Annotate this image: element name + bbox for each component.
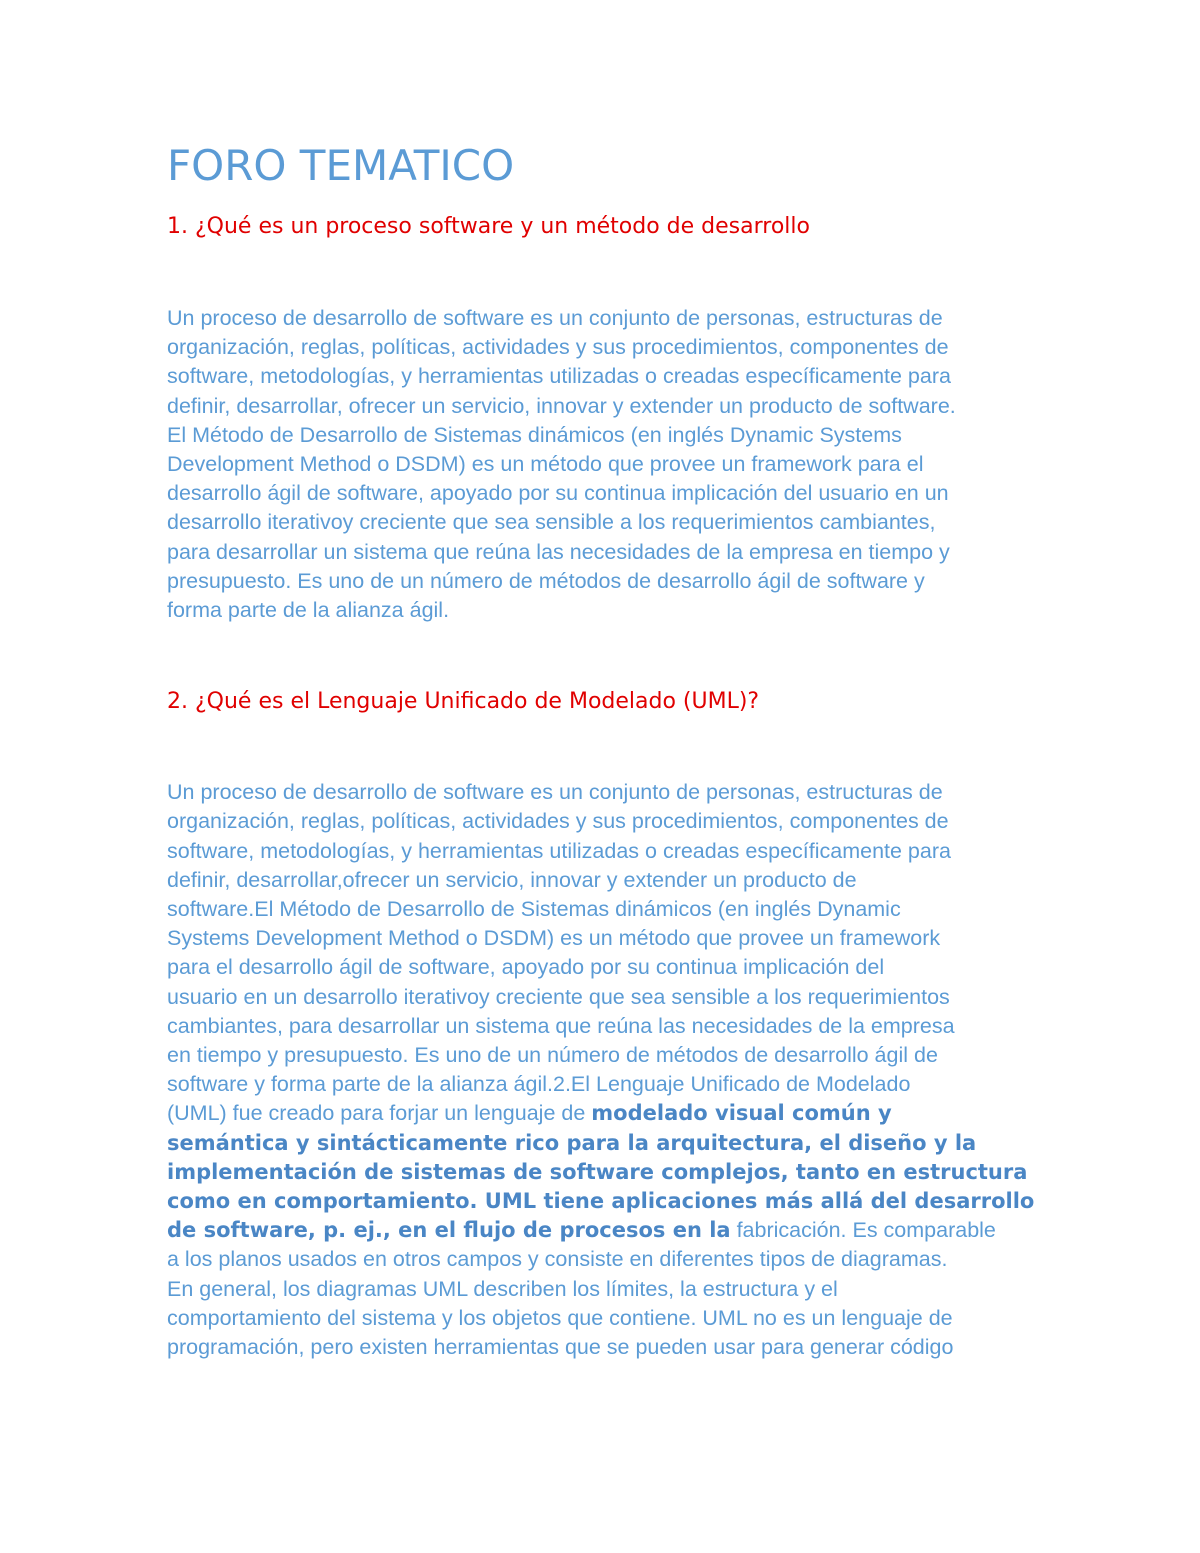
answer-2-line: definir, desarrollar,ofrecer un servicio, innovar y extender un producto de bbox=[167, 867, 857, 892]
answer-2-plain-segment: fabricación. Es comparable bbox=[730, 1218, 996, 1243]
answer-2-bold-line: implementación de sistemas de software complejos, tanto en estructura bbox=[167, 1159, 1028, 1184]
answer-2-bold-line: como en comportamiento. UML tiene aplicaciones más allá del desarrollo bbox=[167, 1189, 1035, 1214]
answer-2-mixed-line bbox=[167, 1099, 1033, 1128]
answer-1-line: organización, reglas, políticas, actividades y sus procedimientos, componentes de bbox=[167, 335, 949, 360]
answer-1-line: desarrollo ágil de software, apoyado por su continua implicación del usuario en un bbox=[167, 481, 949, 506]
answer-2-line: software y forma parte de la alianza ágil.2.El Lenguaje Unificado de Modelado bbox=[167, 1072, 911, 1097]
answer-1-line: para desarrollar un sistema que reúna las necesidades de la empresa en tiempo y bbox=[167, 539, 950, 564]
answer-2-line: software, metodologías, y herramientas utilizadas o creadas específicamente para bbox=[167, 838, 951, 863]
answer-2-mixed-line bbox=[167, 1216, 1033, 1245]
answer-2-line: cambiantes, para desarrollar un sistema que reúna las necesidades de la empresa bbox=[167, 1013, 955, 1038]
answer-2-line: comportamiento del sistema y los objetos que contiene. UML no es un lenguaje de bbox=[167, 1305, 953, 1330]
answer-2-line: software.El Método de Desarrollo de Sistemas dinámicos (en inglés Dynamic bbox=[167, 897, 901, 922]
document-content bbox=[167, 140, 1033, 1362]
answer-1-line: definir, desarrollar, ofrecer un servicio, innovar y extender un producto de software. bbox=[167, 393, 956, 418]
answer-2-paragraph bbox=[167, 778, 1033, 1362]
answer-2-bold-segment: modelado visual común y bbox=[591, 1101, 892, 1126]
question-2-heading: 2. ¿Qué es el Lenguaje Unificado de Modelado (UML)? bbox=[167, 689, 760, 715]
answer-1-line: forma parte de la alianza ágil. bbox=[167, 598, 450, 623]
answer-2-bold-segment: de software, p. ej., en el flujo de procesos en la bbox=[167, 1218, 731, 1243]
answer-2-line: a los planos usados en otros campos y consiste en diferentes tipos de diagramas. bbox=[167, 1247, 948, 1272]
answer-2-line: en tiempo y presupuesto. Es uno de un número de métodos de desarrollo ágil de bbox=[167, 1043, 938, 1068]
answer-2-line: para el desarrollo ágil de software, apoyado por su continua implicación del bbox=[167, 955, 885, 980]
answer-2-line: programación, pero existen herramientas que se pueden usar para generar código bbox=[167, 1335, 954, 1360]
answer-1-line: presupuesto. Es uno de un número de métodos de desarrollo ágil de software y bbox=[167, 568, 925, 593]
answer-2-line: En general, los diagramas UML describen los límites, la estructura y el bbox=[167, 1276, 838, 1301]
question-1-heading: 1. ¿Qué es un proceso software y un método de desarrollo bbox=[167, 214, 810, 239]
answer-2-bold-line: semántica y sintácticamente rico para la arquitectura, el diseño y la bbox=[167, 1130, 977, 1155]
document-title: FORO TEMATICO bbox=[167, 141, 515, 190]
answer-1-line: El Método de Desarrollo de Sistemas dinámicos (en inglés Dynamic Systems bbox=[167, 422, 902, 447]
answer-1-line: Development Method o DSDM) es un método que provee un framework para el bbox=[167, 452, 924, 477]
answer-2-line: Un proceso de desarrollo de software es un conjunto de personas, estructuras de bbox=[167, 780, 943, 805]
answer-1-paragraph bbox=[167, 304, 1033, 625]
answer-2-plain-segment: (UML) fue creado para forjar un lenguaje de bbox=[167, 1101, 592, 1126]
answer-2-line: usuario en un desarrollo iterativoy creciente que sea sensible a los requerimientos bbox=[167, 984, 950, 1009]
answer-2-line: Systems Development Method o DSDM) es un método que provee un framework bbox=[167, 926, 941, 951]
answer-2-line: organización, reglas, políticas, actividades y sus procedimientos, componentes de bbox=[167, 809, 949, 834]
answer-1-line: desarrollo iterativoy creciente que sea sensible a los requerimientos cambiantes, bbox=[167, 510, 936, 535]
answer-1-line: software, metodologías, y herramientas utilizadas o creadas específicamente para bbox=[167, 364, 951, 389]
answer-1-line: Un proceso de desarrollo de software es un conjunto de personas, estructuras de bbox=[167, 306, 943, 330]
